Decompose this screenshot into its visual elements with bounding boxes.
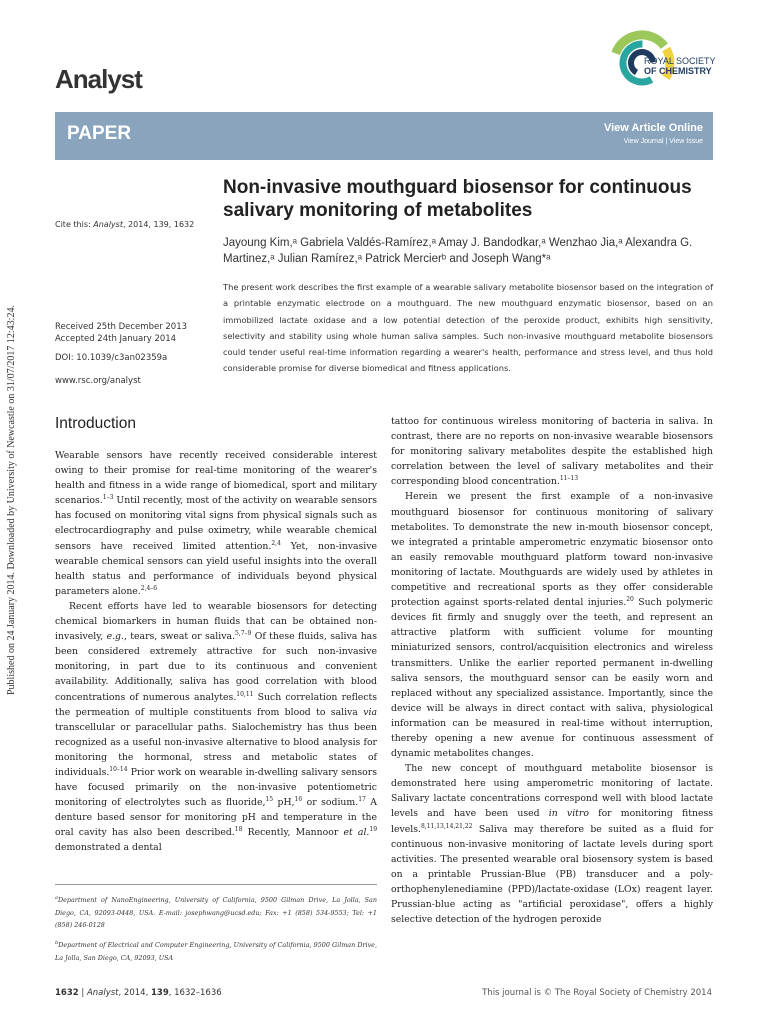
reference-mark: 16 [294,796,303,804]
abstract: The present work describes the first example of a wearable salivary metabolite biosensor based on the integration of a printable enzymatic electrode on a mouthguard. The new mouthguard enzymatic biosensor, based on an immobilized lactate oxidase and a low potential detection of the peroxide product, exhibits high sensitivity, selectivity and stability using whole human saliva samples. Such non-invasive mouthguard metabolite biosensors could tender useful real-time information regarding a wearer's health, performance and stress level, and thus hold considerable promise for diverse biomedical and fitness applications. [223,282,713,374]
doi[interactable]: DOI: 10.1039/c3an02359a [55,353,168,363]
view-links-separator: | [665,138,668,145]
footnote-rule [55,884,377,885]
journal-name: Analyst [55,64,142,94]
reference-mark: 11–13 [559,475,579,483]
footnote-b: $^b$Department of Electrical and Computer Engineering, University of California, 9500 Gilman Drive, La Jolla, San Diego, CA, 92093, USA [55,940,377,962]
journal-url[interactable]: www.rsc.org/analyst [55,376,141,386]
view-journal-link[interactable]: View Journal [623,138,664,145]
affiliation-footnotes [55,892,377,970]
reference-mark: 20 [626,596,634,604]
paragraph: Wearable sensors have recently received considerable interest owing to their promise for real-time monitoring of the wearer's health and fitness in a wide range of biomedical, sport and military scenarios.$^{1-3}$ Until recently, most of the activity on wearable sensors has focused on monitoring vital signs from physical signals such as electrocardiography and pulse oximetry, while wearable chemical sensors have received limited attention.$^{2,4}$ Yet, non-invasive wearable chemical sensors can yield useful insights into the overall health status and performance of individuals beyond physical parameters alone.$^{2,4-6}$ [55,450,377,597]
page-footer-left: 1632 | Analyst, 2014, 139, 1632–1636 [55,988,222,998]
reference-mark: 10–14 [109,765,128,773]
rsc-line1: ROYAL SOCIETY [644,56,716,66]
reference-mark: 2,4 [271,539,281,547]
paragraph: Herein we present the first example of a non-invasive mouthguard biosensor for continuous monitoring of salivary metabolites. To demonstrate the new in-mouth biosensor concept, we integrated a printable amperometric enzymatic biosensor onto an easily removable mouthguard platform toward non-invasive monitoring of lactate. Mouthguards are widely used by athletes in competitive and recreational sports as they offer considerable protection against sports-related dental injuries.$^{20}$ Such polymeric devices fit firmly and snuggly over the teeth, and represent an attractive platform with sufficient volume for mounting miniaturized sensors, control/acquisition electronics and wireless transmitters. Unlike the earlier reported permanent in-dwelling saliva sensors, the mouthguard sensor can be easily worn and replaced without any specialized assistance. Importantly, since the device will be always in direct contact with saliva, physiological information can be measured in real-time without interruption, thereby opening a new avenue for continuous assessment of dynamic metabolites changes. [391,491,713,760]
publication-side-note: Published on 24 January 2014. Downloaded by University of Newcastle on 31/07/2017 12:43:24. [6,305,17,695]
author-list: Jayoung Kim,ᵃ Gabriela Valdés-Ramírez,ᵃ Amay J. Bandodkar,ᵃ Wenzhao Jia,ᵃ Alexandra G. Martinez,ᵃ Julian Ramírez,ᵃ Patrick Mercierᵇ and Joseph Wang*ᵃ [223,237,693,265]
reference-mark: 2,4–6 [140,584,158,592]
article-type-banner [55,112,713,160]
page-number: 1632 [55,988,79,998]
body-column-left [55,448,377,856]
article-type-label: PAPER [67,123,132,144]
rsc-wordmark [644,56,716,76]
article-title: Non-invasive mouthguard biosensor for continuous salivary monitoring of metabolites [223,177,692,221]
paragraph: The new concept of mouthguard metabolite biosensor is demonstrated here using amperometric monitoring of lactate. Salivary lactate concentrations correspond well with blood lactate levels and have been used in vitro for monitoring fitness levels.$^{8,11,13,14,21,22}$ Saliva may therefore be suited as a fluid for continuous non-invasive monitoring of lactate levels during sport activities. The presented wearable oral biosensory system is based on a printable Prussian-Blue (PB) transducer and a poly-orthophenylenediamine (PPD)/lactate-oxidase (LOx) reagent layer. Prussian-blue acting as "artificial peroxidase", offers a highly selective detection of the hydrogen peroxide [391,763,714,926]
article-dates [55,321,187,345]
rsc-logo [606,20,726,110]
reference-mark: 19 [369,826,378,834]
view-issue-link[interactable]: View Issue [669,138,703,145]
reference-mark: 5,7–9 [234,630,252,638]
received-date: Received 25th December 2013 [55,322,188,332]
view-links [624,138,703,145]
rsc-line2: OF CHEMISTRY [644,66,712,76]
footnote-a: $^a$Department of NanoEngineering, University of California, 9500 Gilman Drive, La Jolla, San Diego, CA, 92093-0448, USA. E-mail: josephwang@ucsd.edu; Fax: +1 (858) 534-9553; Tel: +1 (858) 246-0128 [55,895,377,929]
reference-mark: 1–3 [102,494,114,502]
cite-label: Cite this: [55,220,91,229]
reference-mark: 15 [265,796,274,804]
view-article-online-link[interactable]: View Article Online [603,122,703,134]
footer-volume: 139 [150,988,169,998]
footer-journal: Analyst [86,988,119,998]
reference-mark: 18 [234,826,243,834]
body-column-right [391,414,713,927]
copyright-notice: This journal is © The Royal Society of Chemistry 2014 [482,988,712,998]
reference-mark: 17 [358,796,366,804]
paragraph: tattoo for continuous wireless monitoring of bacteria in saliva. In contrast, there are no reports on non-invasive wearable biosensors for monitoring salivary metabolites despite the established high correlation between the level of salivary metabolites and their corresponding blood concentration.$^{11-13}$ [391,416,713,488]
accepted-date: Accepted 24th January 2014 [55,334,177,344]
reference-mark: 8,11,13,14,21,22 [420,822,473,830]
citation [55,220,194,229]
paragraph: Recent efforts have led to wearable biosensors for detecting chemical biomarkers in human fluids that can be obtained non-invasively, e.g., tears, sweat or saliva.$^{5,7-9}$ Of these fluids, saliva has been considered extremely attractive for such non-invasive monitoring, in part due to its continuous and convenient availability. Additionally, saliva has good correlation with blood concentrations of numerous analytes.$^{10,11}$ Such correlation reflects the permeation of multiple constituents from blood to saliva via transcellular or paracellular paths. Sialochemistry has thus been recognized as a useful non-invasive alternative to blood analysis for monitoring the hormonal, stress and metabolic states of individuals.$^{10-14}$ Prior work on wearable in-dwelling salivary sensors have focused primarily on the non-invasive potentiometric monitoring of electrolytes such as fluoride,$^{15}$ pH,$^{16}$ or sodium.$^{17}$ A denture based sensor for monitoring pH and temperature in the oral cavity has also been described.$^{18}$ Recently, Mannoor et al.$^{19}$ demonstrated a dental [55,600,378,854]
section-heading-introduction: Introduction [55,415,136,432]
cite-details: , 2014, 139, 1632 [122,220,195,229]
cite-journal: Analyst [93,220,123,229]
reference-mark: 10,11 [236,690,254,698]
